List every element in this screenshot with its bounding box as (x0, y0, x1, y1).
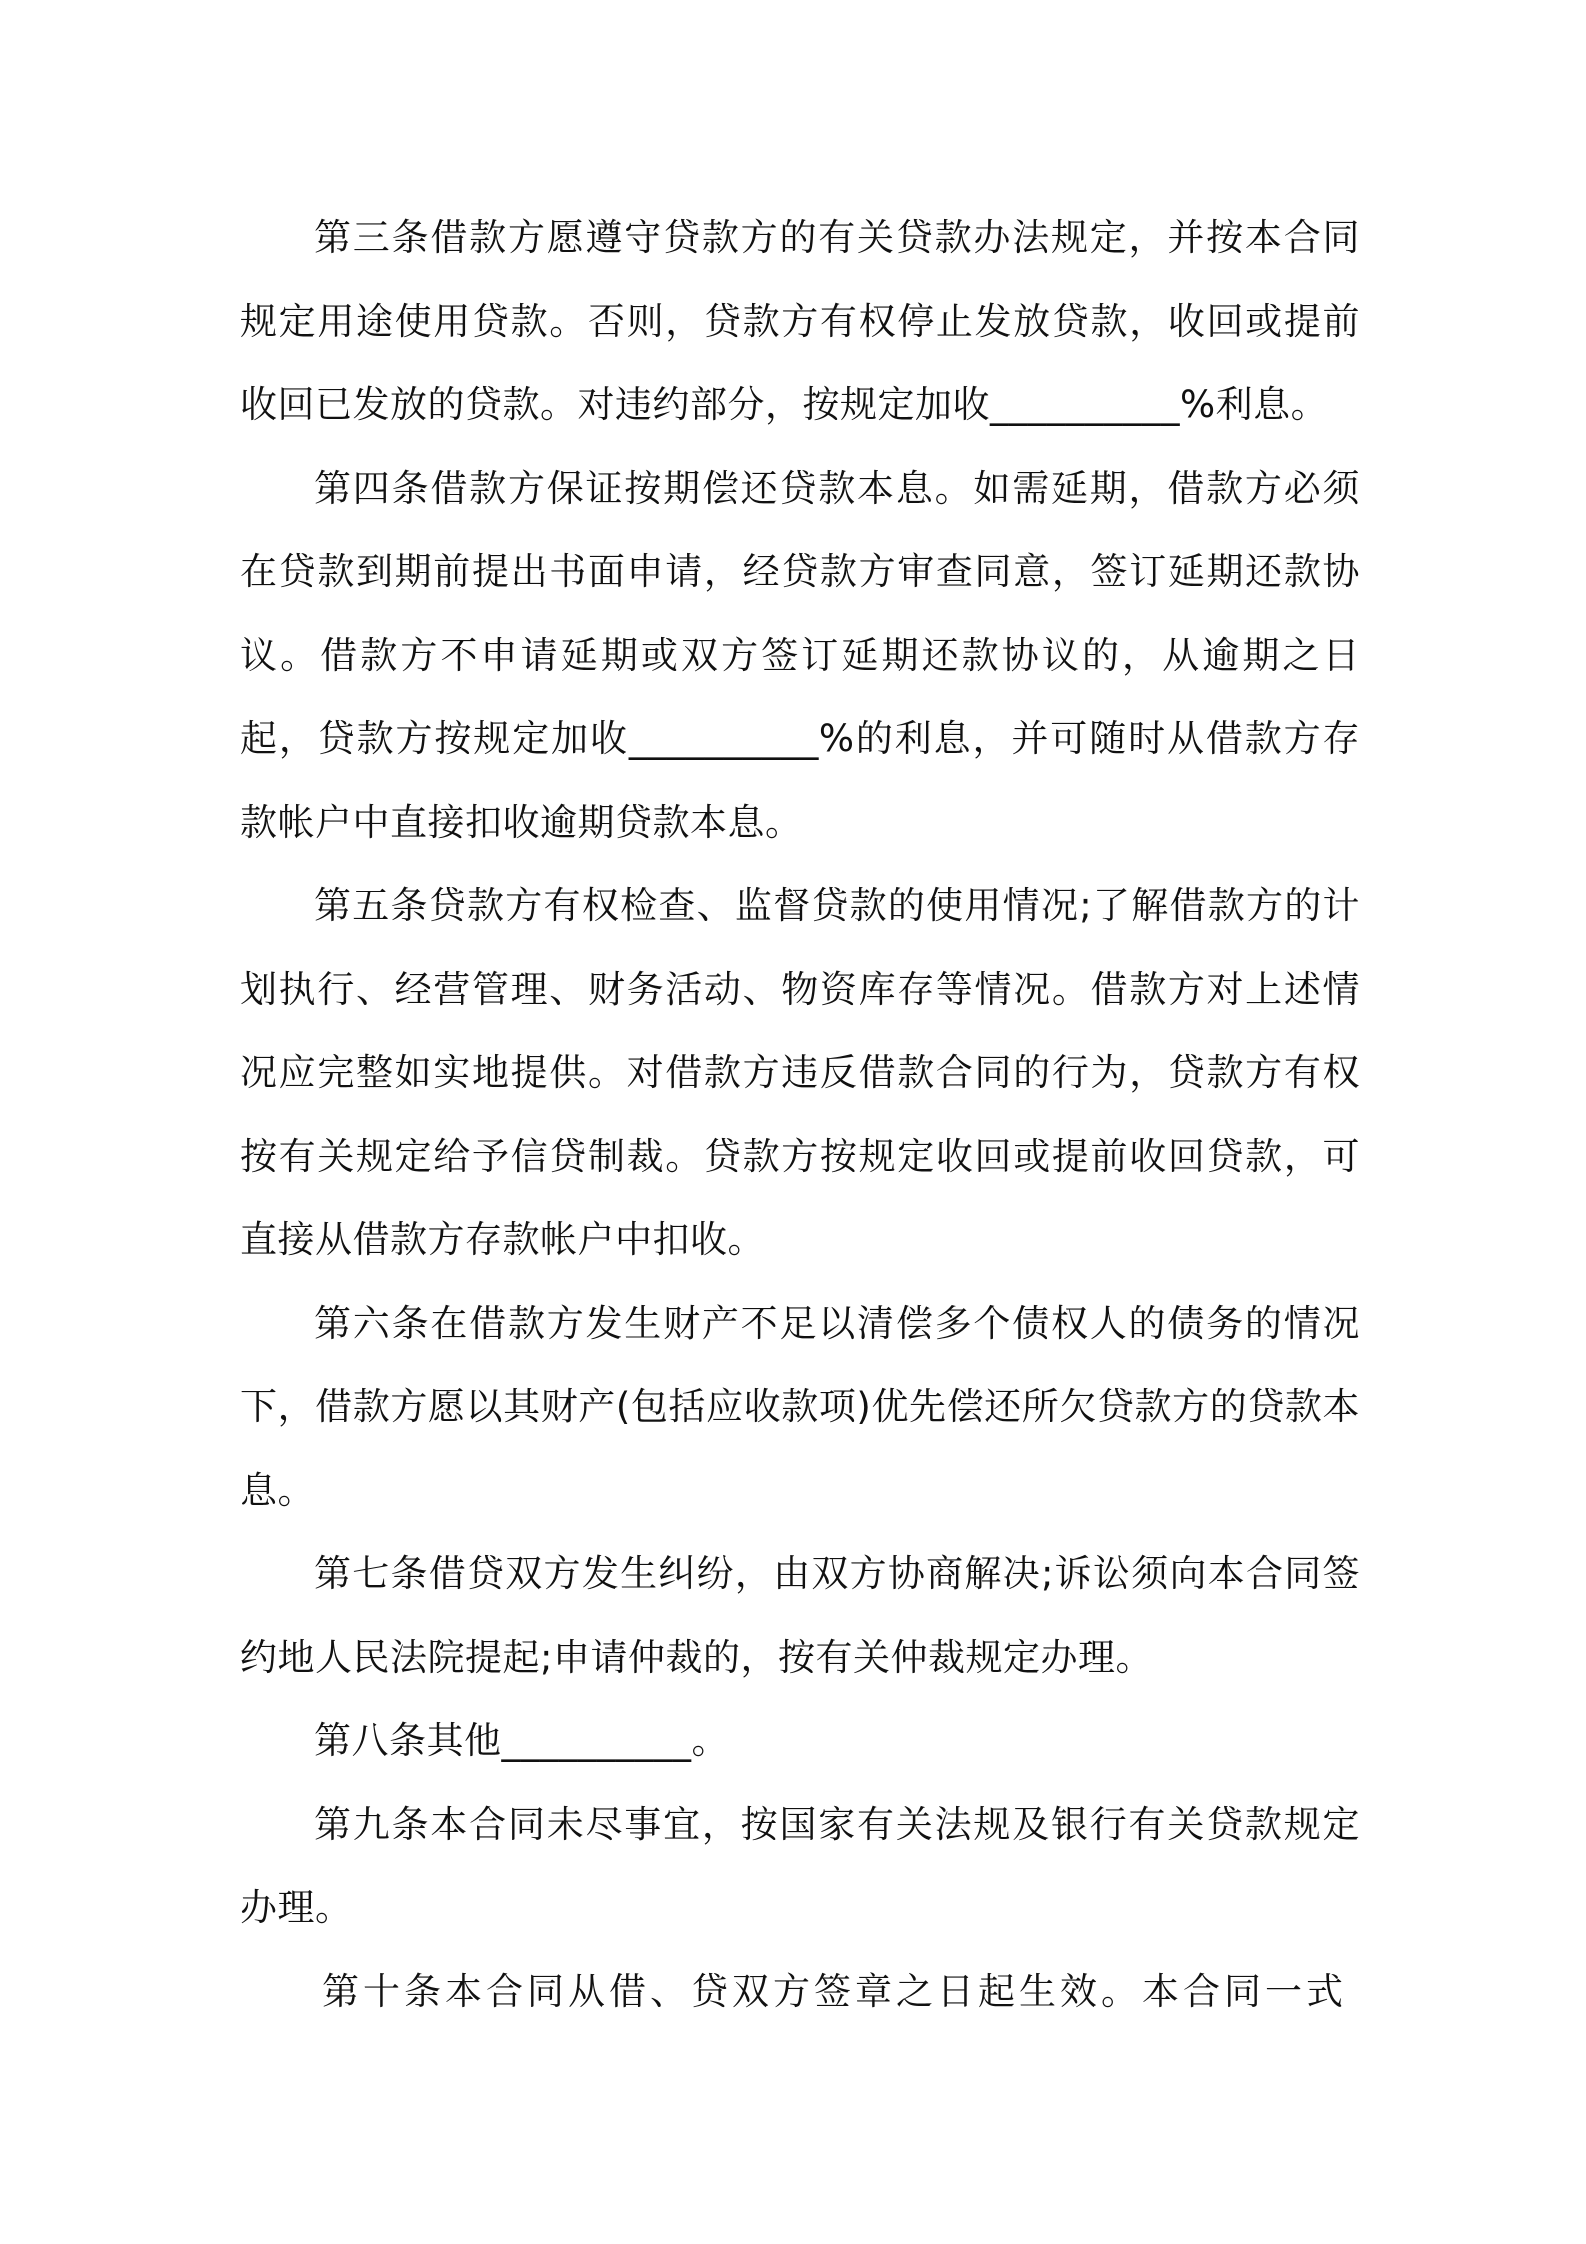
article-4-paragraph: 第四条借款方保证按期偿还贷款本息。如需延期，借款方必须在贷款到期前提出书面申请，经贷款方审查同意，签订延期还款协议。借款方不申请延期或双方签订延期还款协议的，从逾期之日起，贷款方按规定加收__________%的利息，并可随时从借款方存款帐户中直接扣收逾期贷款本息。 (240, 466, 1360, 844)
article-8-paragraph: 第八条其他__________。 (314, 1719, 729, 1762)
article-10-paragraph: 第十条本合同从借、贷双方签章之日起生效。本合同一式 (322, 1969, 1347, 2013)
article-3-paragraph: 第三条借款方愿遵守贷款方的有关贷款办法规定，并按本合同规定用途使用贷款。否则，贷款方有权停止发放贷款，收回或提前收回已发放的贷款。对违约部分，按规定加收__________%利息。 (240, 216, 1360, 426)
article-9-paragraph: 第九条本合同未尽事宜，按国家有关法规及银行有关贷款规定办理。 (240, 1802, 1360, 1929)
article-6-paragraph: 第六条在借款方发生财产不足以清偿多个债权人的债务的情况下，借款方愿以其财产(包括应收款项)优先偿还所欠贷款方的贷款本息。 (240, 1301, 1360, 1512)
article-5-paragraph: 第五条贷款方有权检查、监督贷款的使用情况;了解借款方的计划执行、经营管理、财务活动、物资库存等情况。借款方对上述情况应完整如实地提供。对借款方违反借款合同的行为，贷款方有权按有关规定给予信贷制裁。贷款方按规定收回或提前收回贷款，可直接从借款方存款帐户中扣收。 (240, 884, 1360, 1261)
article-7-paragraph: 第七条借贷双方发生纠纷，由双方协商解决;诉讼须向本合同签约地人民法院提起;申请仲裁的，按有关仲裁规定办理。 (240, 1552, 1360, 1679)
contract-body (240, 196, 1360, 2033)
